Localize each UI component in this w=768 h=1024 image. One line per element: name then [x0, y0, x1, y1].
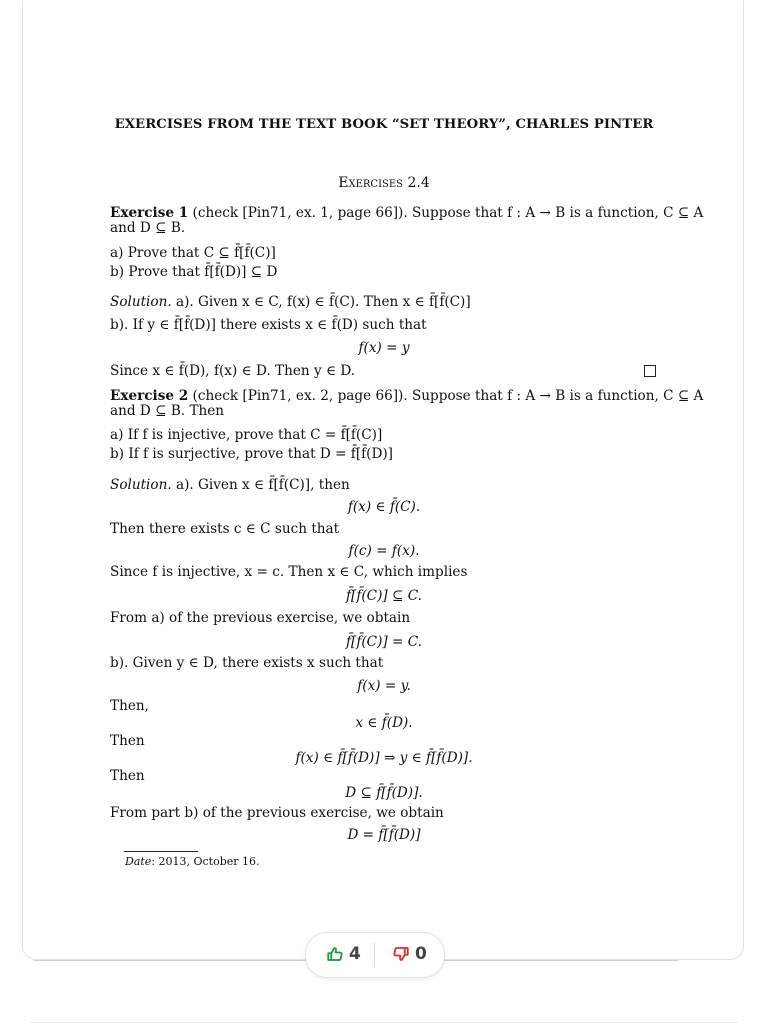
qed-square-icon	[644, 365, 656, 377]
exercise-1-part-b: b) Prove that f̄[f̄̄(D)] ⊆ D	[110, 264, 278, 280]
solution-2-equation-3: f̄̄[f̄(C)] ⊆ C.	[346, 588, 422, 604]
solution-2-equation-4: f̄̄[f̄(C)] = C.	[346, 634, 422, 650]
solution-1-equation-1: f(x) = y	[358, 340, 410, 356]
document-title: EXERCISES FROM THE TEXT BOOK “SET THEORY”, CHARLES PINTER	[114, 117, 654, 132]
exercise-2-ref: (check [Pin71, ex. 2, page 66]).	[188, 388, 408, 404]
exercise-2-text: Suppose that f : A → B is a function, C ⊆ A	[407, 388, 704, 404]
solution-1-line-2: b). If y ∈ f̄[f̄̄(D)] there exists x ∈ f̄̄(D) such that	[110, 317, 427, 333]
solution-2-line-5: b). Given y ∈ D, there exists x such that	[110, 655, 384, 671]
solution-2-line-9: From part b) of the previous exercise, we obtain	[110, 805, 444, 821]
exercise-1-part-a: a) Prove that C ⊆ f̄̄[f̄(C)]	[110, 245, 276, 261]
exercise-2-part-a: a) If f is injective, prove that C = f̄̄[f̄(C)]	[110, 427, 383, 443]
solution-2-line-4: From a) of the previous exercise, we obtain	[110, 610, 411, 626]
footnote-label: Date	[125, 855, 152, 868]
solution-2-equation-8: D ⊆ f̄[f̄̄(D)].	[345, 785, 423, 801]
solution-2-line-1: Solution. a). Given x ∈ f̄̄[f̄(C)], then	[110, 477, 350, 493]
footnote-rule	[124, 851, 198, 852]
page-bottom-rule	[30, 1022, 738, 1023]
solution-2-equation-1: f(x) ∈ f̄(C).	[347, 499, 421, 515]
exercise-1-statement	[110, 205, 703, 222]
solution-1-line-1: Solution. a). Given x ∈ C, f(x) ∈ f̄(C). Then x ∈ f̄̄[f̄(C)]	[110, 294, 471, 310]
exercise-2-part-b: b) If f is surjective, prove that D = f̄[f̄̄(D)]	[110, 446, 393, 462]
section-heading: Exercises 2.4	[338, 175, 430, 191]
vote-divider	[374, 943, 375, 967]
footnote-text: : 2013, October 16.	[151, 855, 260, 868]
upvote-button[interactable]	[326, 944, 361, 964]
vote-bar	[305, 932, 445, 978]
solution-2-equation-2: f(c) = f(x).	[348, 543, 420, 559]
solution-2-equation-5: f(x) = y.	[357, 678, 411, 694]
solution-2-line-6: Then,	[110, 698, 149, 714]
solution-2-line-8: Then	[110, 768, 145, 784]
downvote-button[interactable]	[392, 944, 427, 964]
footnote-date	[125, 855, 260, 869]
solution-2-equation-9: D = f̄[f̄̄(D)]	[347, 827, 421, 843]
upvote-count: 4	[349, 944, 361, 964]
exercise-1-statement-cont: and D ⊆ B.	[110, 220, 186, 236]
downvote-count: 0	[415, 944, 427, 964]
exercise-2-label: Exercise 2	[110, 388, 189, 404]
exercise-1-ref: (check [Pin71, ex. 1, page 66]).	[188, 205, 408, 221]
exercise-2-statement-cont: and D ⊆ B. Then	[110, 403, 225, 419]
thumbs-down-icon	[392, 945, 410, 963]
exercise-1-text: Suppose that f : A → B is a function, C ⊆ A	[407, 205, 704, 221]
solution-1-line-3: Since x ∈ f̄̄(D), f(x) ∈ D. Then y ∈ D.	[110, 363, 356, 379]
solution-2-equation-7: f(x) ∈ f̄[f̄̄(D)] ⇒ y ∈ f̄[f̄̄(D)].	[295, 750, 473, 766]
solution-1-label: Solution.	[110, 294, 172, 310]
thumbs-up-icon	[326, 945, 344, 963]
solution-2-equation-6: x ∈ f̄̄(D).	[355, 715, 413, 731]
solution-2-line-2: Then there exists c ∈ C such that	[110, 521, 340, 537]
solution-2-label: Solution.	[110, 477, 172, 493]
solution-2-line-3: Since f is injective, x = c. Then x ∈ C, which implies	[110, 564, 468, 580]
exercise-1-label: Exercise 1	[110, 205, 189, 221]
solution-2-line-7: Then	[110, 733, 145, 749]
